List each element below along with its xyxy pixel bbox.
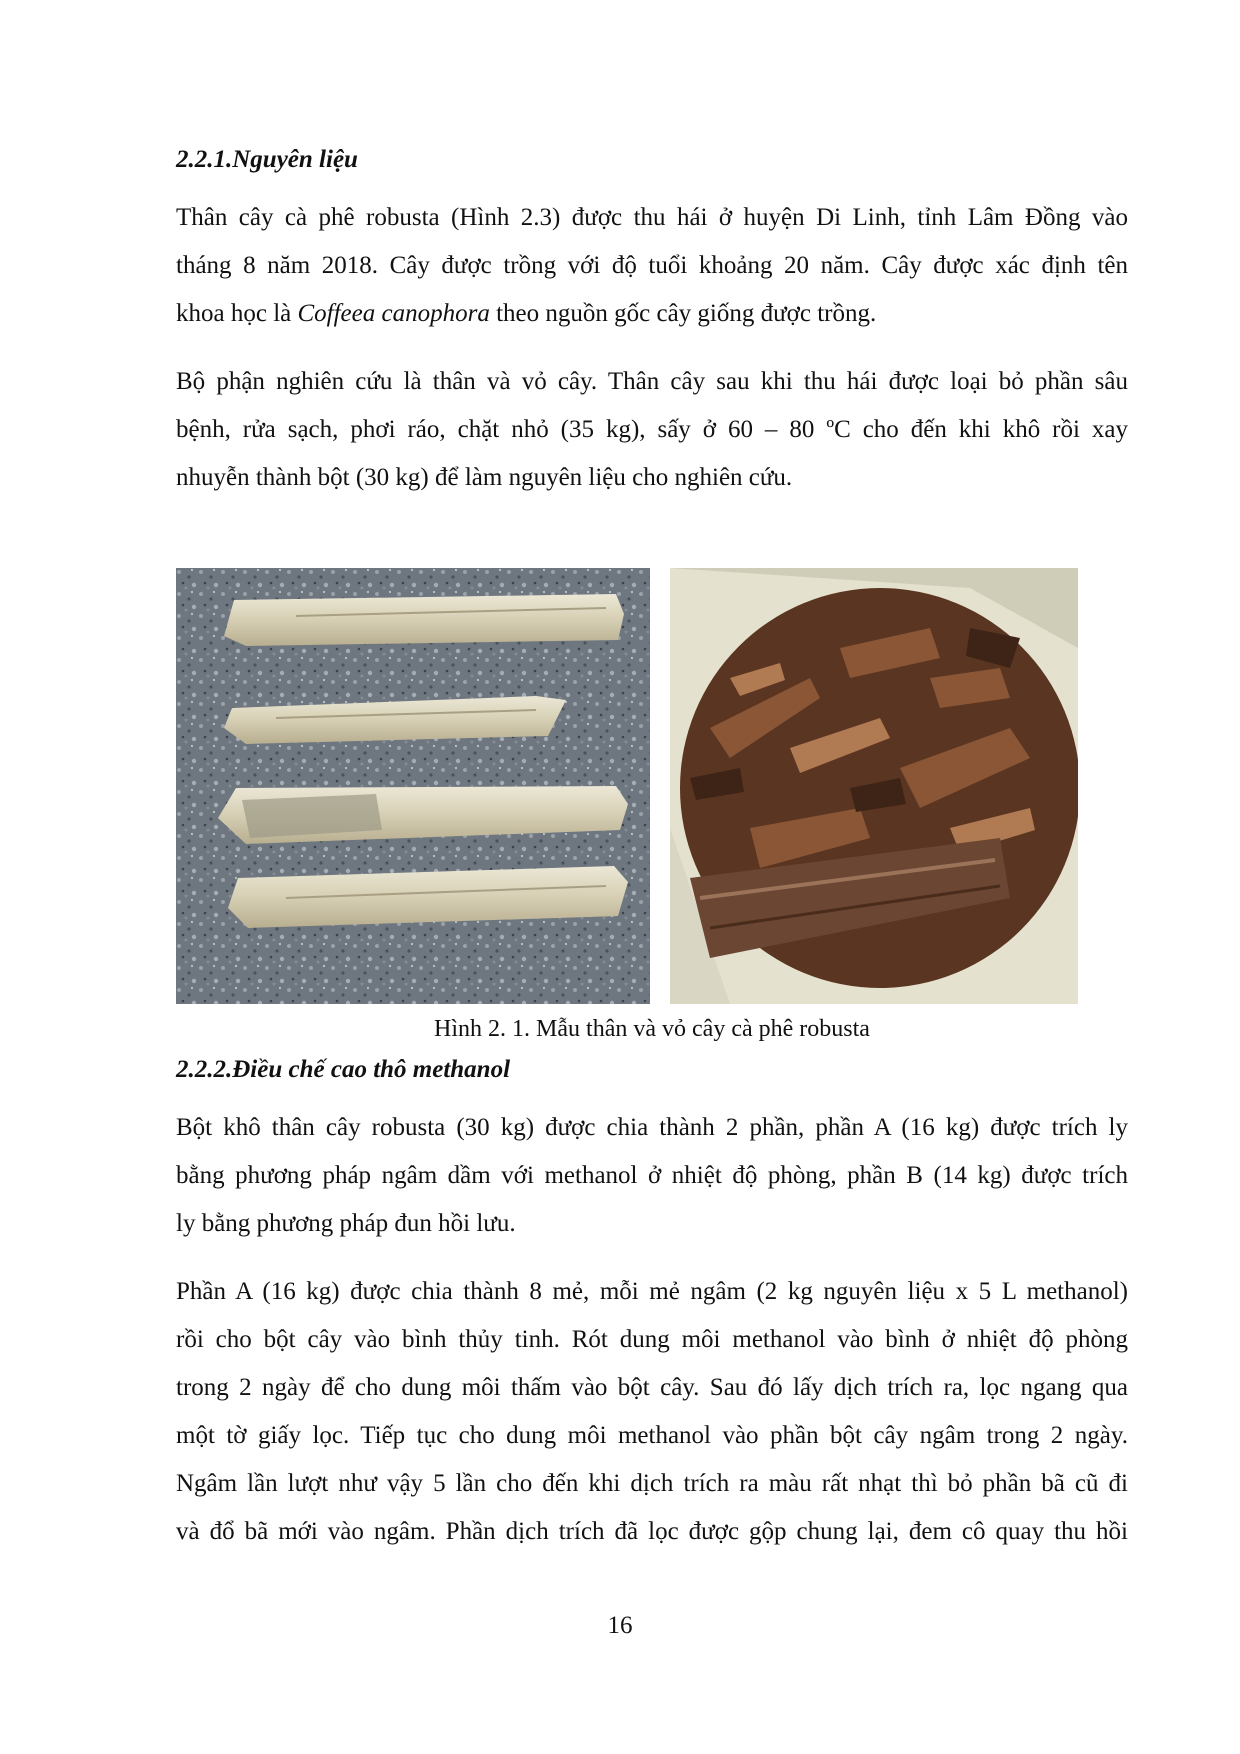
text-line: bằng phương pháp ngâm dầm với methanol ở nhiệt độ phòng, phần B (14 kg) được trích <box>176 1162 1128 1189</box>
page-number: 16 <box>607 1612 633 1639</box>
text-line: Bộ phận nghiên cứu là thân và vỏ cây. Thân cây sau khi thu hái được loại bỏ phần sâu <box>176 368 1128 395</box>
paragraph-maceration-procedure <box>176 1268 1128 1556</box>
text-line: Bột khô thân cây robusta (30 kg) được chia thành 2 phần, phần A (16 kg) được trích ly <box>176 1114 1128 1141</box>
text-line: tháng 8 năm 2018. Cây được trồng với độ tuổi khoảng 20 năm. Cây được xác định tên <box>176 252 1128 279</box>
text-line: trong 2 ngày để cho dung môi thấm vào bột cây. Sau đó lấy dịch trích ra, lọc ngang qua <box>176 1374 1128 1401</box>
text-line: Phần A (16 kg) được chia thành 8 mẻ, mỗi mẻ ngâm (2 kg nguyên liệu x 5 L methanol) <box>176 1278 1128 1305</box>
text-run: theo nguồn gốc cây giống được trồng. <box>489 300 877 327</box>
species-name: Coffeea canophora <box>297 300 490 327</box>
text-line: Ngâm lần lượt như vậy 5 lần cho đến khi dịch trích ra màu rất nhạt thì bỏ phần bã cũ đi <box>176 1470 1128 1497</box>
text-line: và đổ bã mới vào ngâm. Phần dịch trích đã lọc được gộp chung lại, đem cô quay thu hồi <box>176 1518 1128 1545</box>
section-heading-raw-material: 2.2.1.Nguyên liệu <box>176 146 358 173</box>
text-run: khoa học là <box>176 300 298 327</box>
paragraph-extraction-methods <box>176 1104 1128 1248</box>
photo-chopped-bark <box>670 568 1078 1004</box>
text-line: rồi cho bột cây vào bình thủy tinh. Rót dung môi methanol vào bình ở nhiệt độ phòng <box>176 1326 1128 1353</box>
paragraph-sample-preparation <box>176 358 1128 502</box>
photo-dried-stems <box>176 568 650 1004</box>
text-line: một tờ giấy lọc. Tiếp tục cho dung môi methanol vào phần bột cây ngâm trong 2 ngày. <box>176 1422 1128 1449</box>
text-line: Thân cây cà phê robusta (Hình 2.3) được thu hái ở huyện Di Linh, tỉnh Lâm Đồng vào <box>176 204 1128 231</box>
text-line: ly bằng phương pháp đun hồi lưu. <box>176 1210 516 1237</box>
paragraph-raw-material-origin <box>176 194 1128 338</box>
section-heading-methanol-extract: 2.2.2.Điều chế cao thô methanol <box>176 1056 511 1083</box>
text-line: nhuyễn thành bột (30 kg) để làm nguyên liệu cho nghiên cứu. <box>176 464 793 491</box>
figure-caption: Hình 2. 1. Mẫu thân và vỏ cây cà phê robusta <box>434 1016 870 1042</box>
text-line: bệnh, rửa sạch, phơi ráo, chặt nhỏ (35 kg), sấy ở 60 – 80 ºC cho đến khi khô rồi xay <box>176 416 1128 443</box>
text-line <box>176 290 1128 338</box>
